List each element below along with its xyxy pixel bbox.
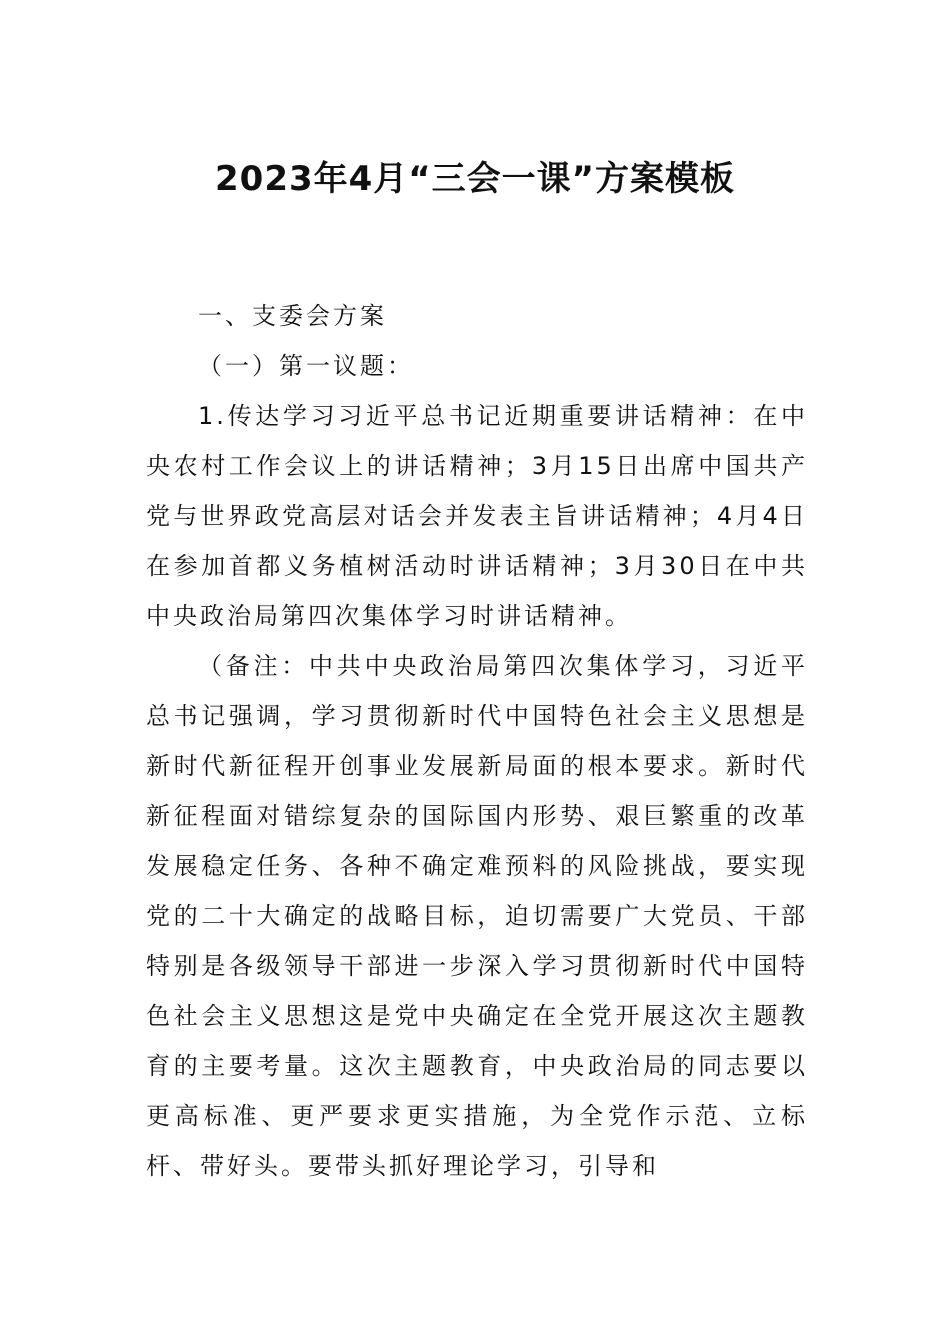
document-title: 2023年4月“三会一课”方案模板 [215, 159, 735, 199]
subheading: （一）第一议题： [198, 352, 414, 380]
paragraph-2: （备注：中共中央政治局第四次集体学习，习近平总书记强调，学习贯彻新时代中国特色社会主义思想是新时代新征程开创事业发展新局面的根本要求。新时代新征程面对错综复杂的国际国内形势、艰巨繁重的改革发展稳定任务、各种不确定难预料的风险挑战，要实现党的二十大确定的战略目标，迫切需要广大党员、干部特别是各级领导干部进一步深入学习贯彻新时代中国特色社会主义思想这是党中央确定在全党开展这次主题教育的主要考量。这次主题教育，中央政治局的同志要以更高标准、更严要求更实措施，为全党作示范、立标杆、带好头。要带头抓好理论学习，引导和 [146, 652, 808, 1180]
document-body [146, 291, 808, 1191]
section-heading: 一、支委会方案 [198, 302, 387, 330]
paragraph-1: 1.传达学习习近平总书记近期重要讲话精神：在中央农村工作会议上的讲话精神；3月15日出席中国共产党与世界政党高层对话会并发表主旨讲话精神；4月4日在参加首都义务植树活动时讲话精神；3月30日在中共中央政治局第四次集体学习时讲话精神。 [146, 402, 808, 630]
